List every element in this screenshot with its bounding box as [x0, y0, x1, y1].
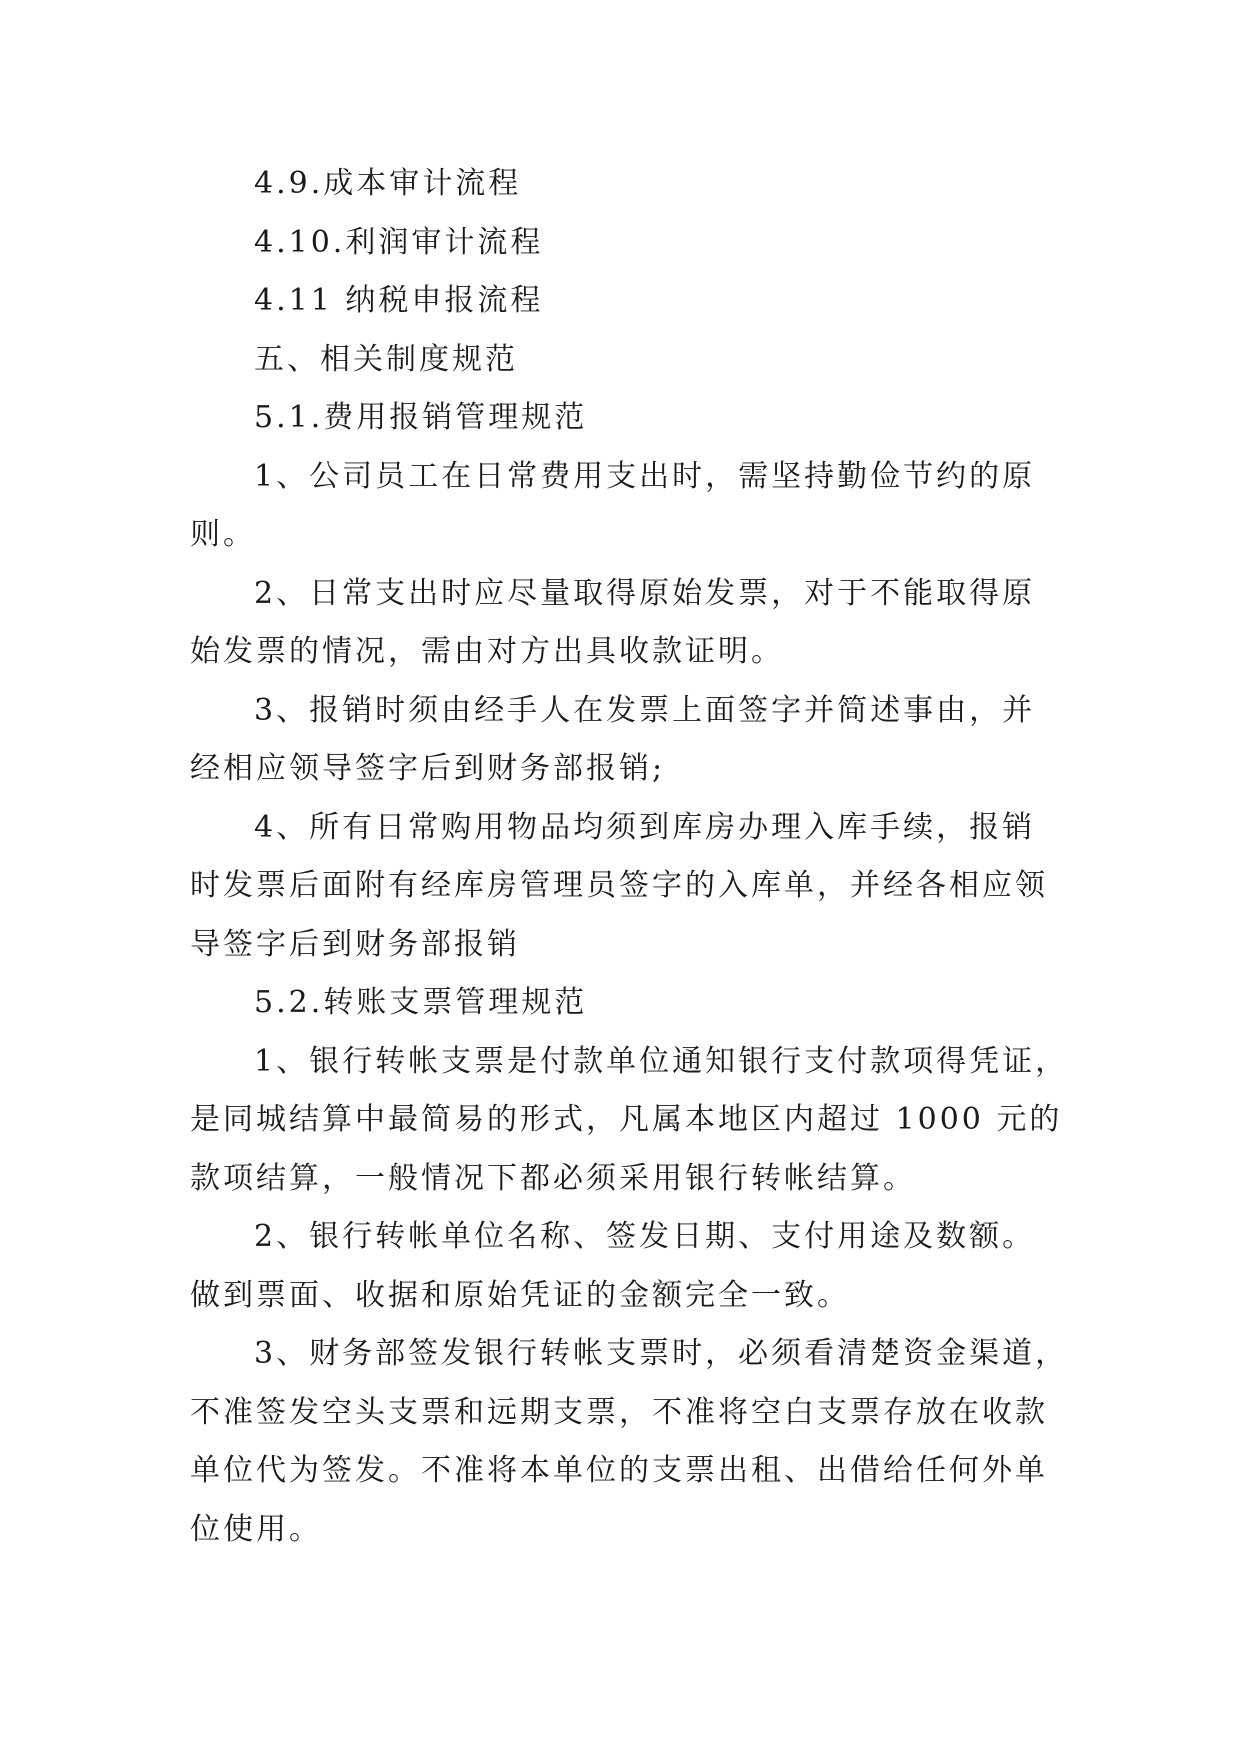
paragraph-line: 经相应领导签字后到财务部报销;	[190, 751, 666, 786]
paragraph-line: 1、银行转帐支票是付款单位通知银行支付款项得凭证，	[254, 1043, 1069, 1079]
paragraph-line: 款项结算，一般情况下都必须采用银行转帐结算。	[190, 1160, 916, 1196]
heading-5-2: 5.2.转账支票管理规范	[254, 985, 588, 1020]
paragraph-line: 做到票面、收据和原始凭证的金额完全一致。	[190, 1277, 850, 1313]
paragraph-line: 2、银行转帐单位名称、签发日期、支付用途及数额。	[254, 1219, 1036, 1254]
paragraph-line: 3、财务部签发银行转帐支票时，必须看清楚资金渠道，	[254, 1336, 1069, 1371]
heading-4-10: 4.10.利润审计流程	[254, 224, 544, 260]
heading-4-11: 4.11 纳税申报流程	[254, 283, 544, 318]
paragraph-line: 不准签发空头支票和远期支票，不准将空白支票存放在收款	[190, 1394, 1048, 1430]
document-body	[190, 155, 1070, 1559]
paragraph-line: 则。	[190, 517, 256, 552]
paragraph-line: 时发票后面附有经库房管理员签字的入库单，并经各相应领	[190, 868, 1048, 903]
paragraph-line: 位使用。	[190, 1511, 322, 1547]
paragraph-line: 单位代为签发。不准将本单位的支票出租、出借给任何外单	[190, 1453, 1048, 1488]
paragraph-line: 是同城结算中最简易的形式，凡属本地区内超过 1000 元的	[190, 1102, 1063, 1137]
heading-4-9: 4.9.成本审计流程	[254, 166, 522, 201]
paragraph-line: 4、所有日常购用物品均须到库房办理入库手续，报销	[254, 809, 1036, 845]
paragraph-line: 导签字后到财务部报销	[190, 926, 520, 962]
paragraph-line: 2、日常支出时应尽量取得原始发票，对于不能取得原	[254, 575, 1036, 611]
paragraph-line: 3、报销时须由经手人在发票上面签字并简述事由，并	[254, 692, 1036, 728]
paragraph-line: 始发票的情况，需由对方出具收款证明。	[190, 634, 784, 669]
heading-5-1: 5.1.费用报销管理规范	[254, 400, 588, 435]
paragraph-line: 1、公司员工在日常费用支出时，需坚持勤俭节约的原	[254, 458, 1036, 494]
section-heading-5: 五、相关制度规范	[254, 341, 518, 377]
